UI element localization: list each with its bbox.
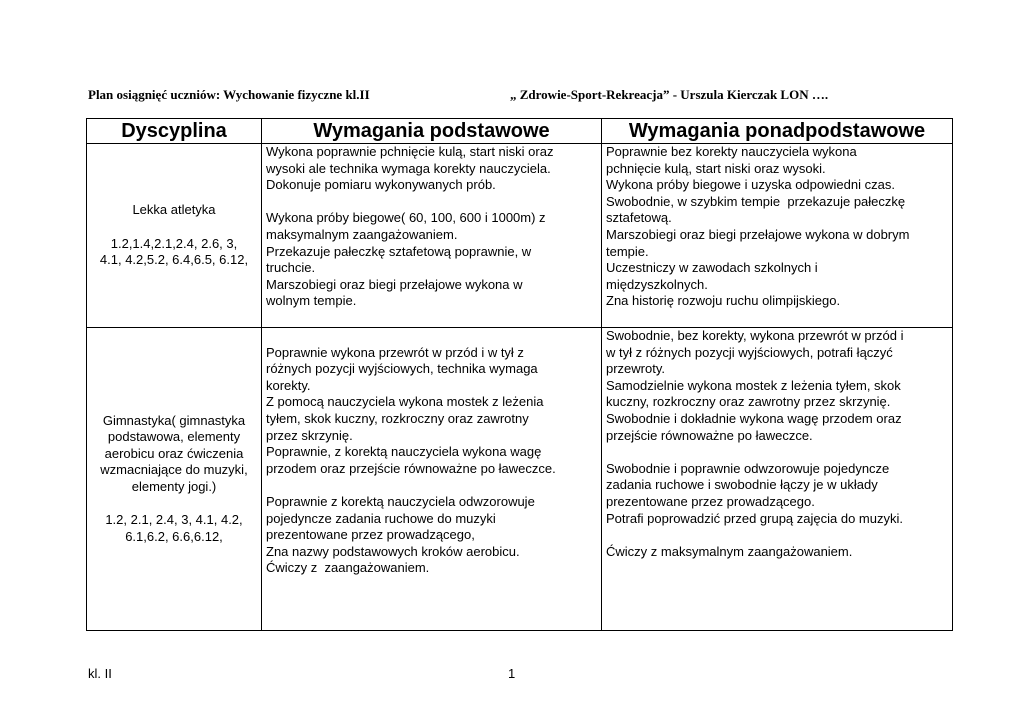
text-line: Wykona próby biegowe( 60, 100, 600 i 1000m) z [266, 210, 546, 226]
text-line: pchnięcie kulą, start niski oraz wysoki. [606, 160, 826, 176]
text-line: maksymalnym zaangażowaniem. [266, 226, 458, 242]
text-line: Poprawnie, z korektą nauczyciela wykona wagę [266, 444, 542, 460]
text-line: truchcie. [266, 260, 316, 276]
text-line [266, 328, 598, 345]
text-line: Wykona poprawnie pchnięcie kulą, start niski oraz [266, 144, 554, 159]
text-line [266, 194, 598, 211]
text-line: Poprawnie bez korekty nauczyciela wykona [606, 144, 857, 159]
requirements-table [86, 118, 953, 631]
advanced-requirements-cell [602, 144, 953, 328]
basic-requirements-cell [262, 144, 602, 328]
text-line [89, 219, 259, 236]
text-line: przodem oraz przejście równoważne po ławeczce. [266, 460, 556, 476]
text-line: wolnym tempie. [266, 293, 357, 309]
text-line: Swobodnie i poprawnie odwzorowuje pojedyncze [606, 460, 890, 476]
text-line: Ćwiczy z zaangażowaniem. [266, 560, 430, 576]
text-line: 6.1,6.2, 6.6,6.12, [125, 528, 223, 544]
text-line: Swobodnie i dokładnie wykona wagę przodem oraz [606, 410, 902, 426]
advanced-requirements-cell [602, 328, 953, 631]
text-line: 1.2, 2.1, 2.4, 3, 4.1, 4.2, [105, 512, 243, 528]
text-line: Dokonuje pomiaru wykonywanych prób. [266, 177, 496, 193]
text-line: aerobicu oraz ćwiczenia [104, 445, 244, 461]
text-line: przez skrzynię. [266, 427, 353, 443]
text-line: Wykona próby biegowe i uzyska odpowiedni czas. [606, 177, 895, 193]
table-row [87, 144, 953, 328]
text-line: 1.2,1.4,2.1,2.4, 2.6, 3, [110, 235, 238, 251]
text-line: korekty. [266, 377, 311, 393]
text-line [606, 444, 949, 461]
text-line: pojedyncze zadania ruchowe do muzyki [266, 510, 496, 526]
text-line: Z pomocą nauczyciela wykona mostek z leżenia [266, 394, 544, 410]
text-line: kuczny, rozkroczny oraz zawrotny przez skrzynię. [606, 394, 891, 410]
document-title: Plan osiągnięć uczniów: Wychowanie fizyczne kl.II [88, 87, 370, 102]
text-line: prezentowane przez prowadzącego. [606, 493, 815, 509]
document-subtitle: „ Zdrowie-Sport-Rekreacja” - Urszula Kierczak LON …. [510, 87, 829, 102]
text-line: Samodzielnie wykona mostek z leżenia tyłem, skok [606, 377, 901, 393]
text-line: różnych pozycji wyjściowych, technika wymaga [266, 361, 538, 377]
text-line: Poprawnie z korektą nauczyciela odwzorowuje [266, 493, 535, 509]
basic-requirements-cell [262, 328, 602, 631]
text-line [89, 496, 259, 513]
table-header-row [87, 119, 953, 144]
text-line: Gimnastyka( gimnastyka [102, 412, 246, 428]
text-line: Lekka atletyka [132, 202, 216, 218]
text-line: wzmacniające do muzyki, [100, 462, 248, 478]
text-line: sztafetową. [606, 210, 672, 226]
text-line: Marszobiegi oraz biegi przełajowe wykona w [266, 276, 523, 292]
column-header-basic: Wymagania podstawowe [262, 119, 602, 144]
text-line: przejście równoważne po ławeczce. [606, 427, 813, 443]
column-header-discipline: Dyscyplina [87, 119, 262, 144]
text-line: Swobodnie, w szybkim tempie przekazuje pałeczkę [606, 193, 906, 209]
text-line: wysoki ale technika wymaga korekty nauczyciela. [266, 160, 551, 176]
text-line: Poprawnie wykona przewrót w przód i w tył z [266, 344, 524, 360]
text-line: Marszobiegi oraz biegi przełajowe wykona w dobrym [606, 226, 910, 242]
table-row [87, 328, 953, 631]
text-line [606, 527, 949, 544]
text-line: tyłem, skok kuczny, rozkroczny oraz zawrotny [266, 410, 529, 426]
text-line: Uczestniczy w zawodach szkolnych i [606, 260, 818, 276]
column-header-advanced: Wymagania ponadpodstawowe [602, 119, 953, 144]
text-line: przewroty. [606, 361, 665, 377]
footer-class-label: kl. II [88, 666, 112, 681]
text-line: zadania ruchowe i swobodnie łączy je w układy [606, 477, 878, 493]
text-line: Ćwiczy z maksymalnym zaangażowaniem. [606, 543, 853, 559]
page-number: 1 [508, 666, 516, 681]
text-line: Zna nazwy podstawowych kroków aerobicu. [266, 543, 520, 559]
text-line: 4.1, 4.2,5.2, 6.4,6.5, 6.12, [99, 252, 249, 268]
text-line: Zna historię rozwoju ruchu olimpijskiego. [606, 293, 841, 309]
text-line: Przekazuje pałeczkę sztafetową poprawnie, w [266, 243, 532, 259]
text-line: elementy jogi.) [131, 479, 217, 494]
discipline-cell [87, 328, 262, 631]
text-line: międzyszkolnych. [606, 276, 708, 292]
discipline-cell [87, 144, 262, 328]
text-line: Swobodnie, bez korekty, wykona przewrót w przód i [606, 328, 904, 343]
text-line: tempie. [606, 243, 649, 259]
text-line: Potrafi poprowadzić przed grupą zajęcia do muzyki. [606, 510, 903, 526]
text-line [266, 477, 598, 494]
text-line: prezentowane przez prowadzącego, [266, 527, 475, 543]
text-line: w tył z różnych pozycji wyjściowych, potrafi łączyć [606, 344, 893, 360]
text-line: podstawowa, elementy [107, 429, 241, 445]
